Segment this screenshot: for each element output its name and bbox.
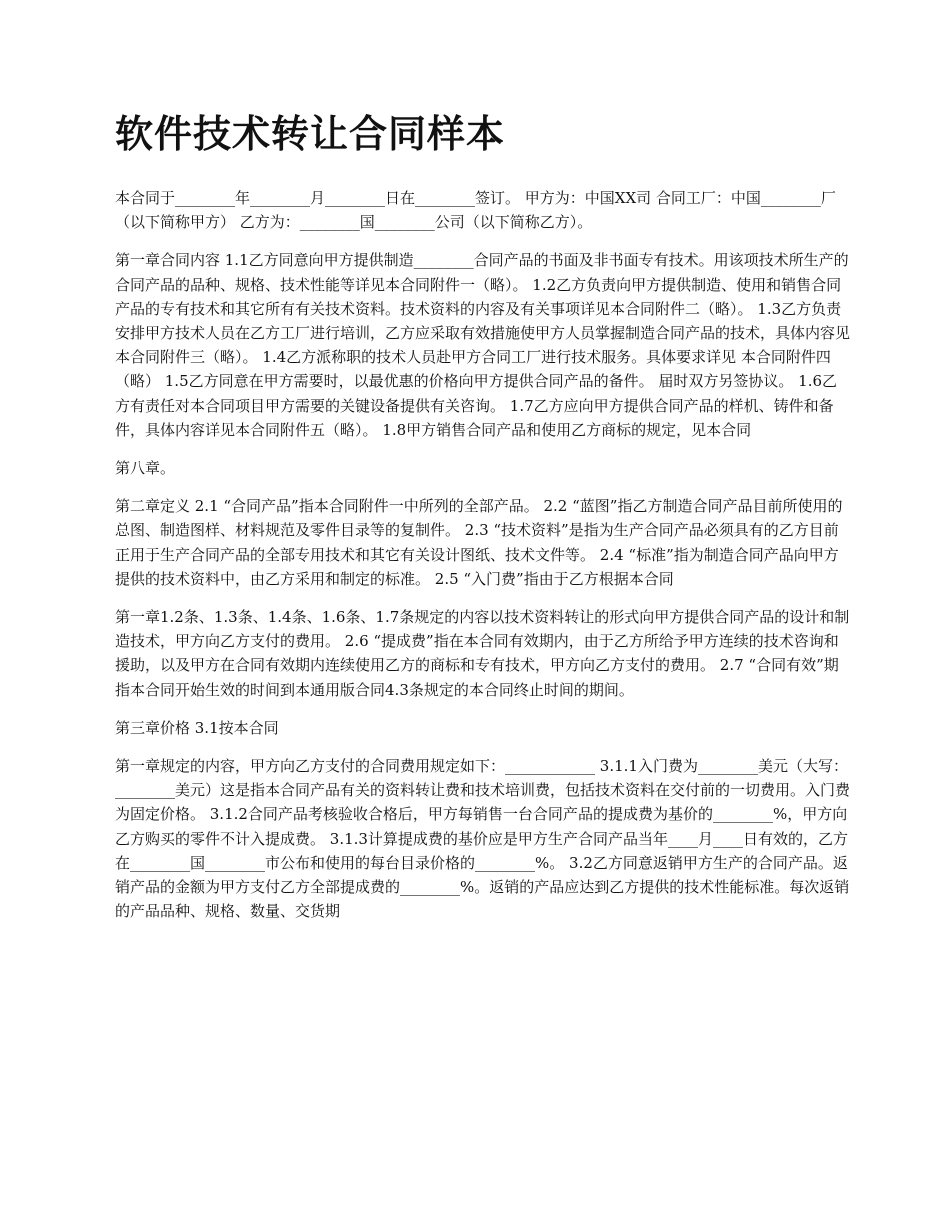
paragraph-chapter2-definitions: 第二章定义 2.1 “合同产品”指本合同附件一中所列的全部产品。 2.2 “蓝图”指乙方制造合同产品目前所使用的总图、制造图样、材料规范及零件目录等的复制件。 2.3 “技术资料”是指为生产合同产品必须具有的乙方目前正用于生产合同产品的全部专用技术和其它有关设计图纸、技术文件等。 2.4 “标准”指为制造合同产品向甲方提供的技术资料中，由乙方采用和制定的标准。 2.5 “入门费”指由于乙方根据本合同 xyxy=(115,497,843,588)
document-page xyxy=(115,108,850,937)
paragraph-preamble: 本合同于________年________月________日在________签订。 甲方为：中国XX司 合同工厂：中国________厂（以下简称甲方） 乙方为：________国________公司（以下简称乙方）。 xyxy=(115,189,836,232)
paragraph-price-details: 第一章规定的内容，甲方向乙方支付的合同费用规定如下：____________ 3.1.1入门费为________美元（大写：________美元）这是指本合同产品有关的资料转让费和技术培训费，包括技术资料在交付前的一切费用。入门费为固定价格。 3.1.2合同产品考核验收合格后，甲方每销售一台合同产品的提成费为基价的________%，甲方向乙方购买的零件不计入提成费。 3.1.3计算提成费的基价应是甲方生产合同产品当年____月____日有效的，乙方在________国________市公布和使用的每台目录价格的________%。 3.2乙方同意返销甲方生产的合同产品。返销产品的金额为甲方支付乙方全部提成费的________%。返销的产品应达到乙方提供的技术性能标准。每次返销的产品品种、规格、数量、交货期 xyxy=(115,757,851,921)
paragraph-chapter1-content: 第一章合同内容 1.1乙方同意向甲方提供制造________合同产品的书面及非书面专有技术。用该项技术所生产的合同产品的品种、规格、技术性能等详见本合同附件一（略）。 1.2乙方负责向甲方提供制造、使用和销售合同产品的专有技术和其它所有有关技术资料。技术资料的内容及有关事项详见本合同附件二（略）。 1.3乙方负责安排甲方技术人员在乙方工厂进行培训，乙方应采取有效措施使甲方人员掌握制造合同产品的技术，具体内容见本合同附件三（略）。 1.4乙方派称职的技术人员赴甲方合同工厂进行技术服务。具体要求详见 本合同附件四（略） 1.5乙方同意在甲方需要时，以最优惠的价格向甲方提供合同产品的备件。 届时双方另签协议。 1.6乙方有责任对本合同项目甲方需要的关键设备提供有关咨询。 1.7乙方应向甲方提供合同产品的样机、铸件和备件，具体内容详见本合同附件五（略）。 1.8甲方销售合同产品和使用乙方商标的规定，见本合同 xyxy=(115,251,851,439)
paragraph-definitions-continued: 第一章1.2条、1.3条、1.4条、1.6条、1.7条规定的内容以技术资料转让的形式向甲方提供合同产品的设计和制造技术，甲方向乙方支付的费用。 2.6 “提成费”指在本合同有效期内，由于乙方所给予甲方连续的技术咨询和援助，以及甲方在合同有效期内连续使用乙方的商标和专有技术，甲方向乙方支付的费用。 2.7 “合同有效”期指本合同开始生效的时间到本通用版合同4.3条规定的本合同终止时间的期间。 xyxy=(115,608,850,699)
paragraph-chapter3-price: 第三章价格 3.1按本合同 xyxy=(115,718,279,737)
paragraph-chapter8-ref: 第八章。 xyxy=(115,459,176,478)
document-title: 软件技术转让合同样本 xyxy=(115,112,506,156)
